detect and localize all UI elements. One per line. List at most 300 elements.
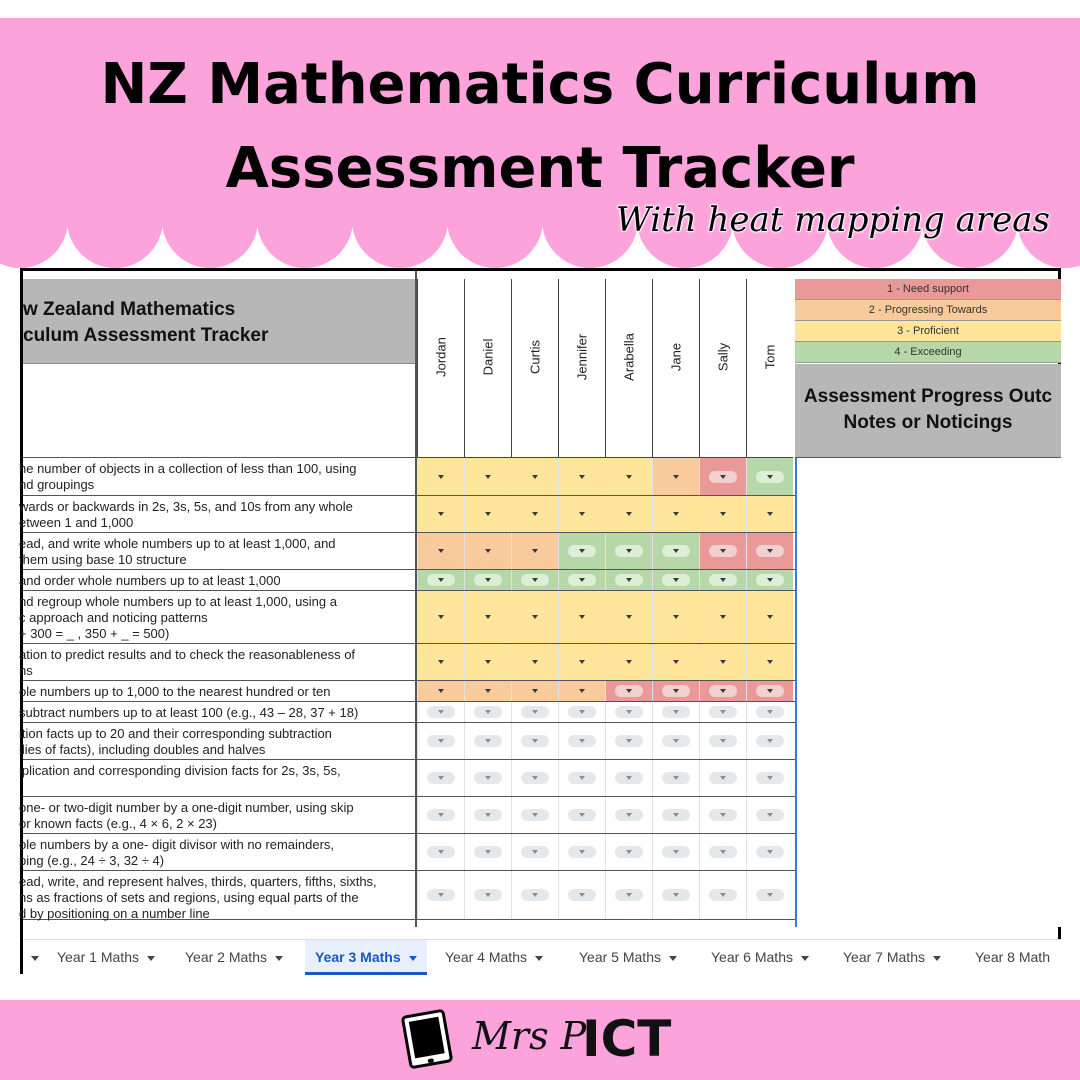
rating-cell[interactable] (605, 644, 652, 680)
rating-dropdown-chip[interactable] (709, 809, 737, 821)
rating-dropdown-chip[interactable] (662, 574, 690, 586)
rating-dropdown-chip[interactable] (568, 508, 596, 520)
chevron-down-icon[interactable] (275, 956, 283, 961)
rating-dropdown-chip[interactable] (521, 508, 549, 520)
rating-dropdown-chip[interactable] (756, 685, 784, 697)
footer (0, 1000, 1080, 1080)
rating-dropdown-chip[interactable] (662, 685, 690, 697)
student-name: Daniel (480, 338, 496, 376)
rating-dropdown-chip[interactable] (709, 545, 737, 557)
rating-cell[interactable] (699, 644, 746, 680)
title-line-2: Assessment Tracker (225, 136, 855, 201)
rating-cell[interactable] (605, 797, 652, 833)
rating-dropdown-chip[interactable] (662, 809, 690, 821)
rating-dropdown-chip[interactable] (568, 471, 596, 483)
rating-cell[interactable] (746, 496, 793, 532)
rating-dropdown-chip[interactable] (756, 508, 784, 520)
student-header-3[interactable] (558, 279, 605, 458)
outcome-line: or known facts (e.g., 4 × 6, 2 × 23) (19, 816, 217, 831)
rating-cell[interactable] (746, 681, 793, 701)
rating-dropdown-chip[interactable] (615, 735, 643, 747)
rating-cell[interactable] (511, 871, 558, 919)
rating-dropdown-chip[interactable] (427, 735, 455, 747)
rating-dropdown-chip[interactable] (756, 889, 784, 901)
student-name: Jennifer (574, 333, 590, 381)
rating-dropdown-chip[interactable] (474, 735, 502, 747)
rating-cell[interactable] (417, 797, 464, 833)
blank-header-cell[interactable] (23, 364, 415, 458)
rating-dropdown-chip[interactable] (709, 735, 737, 747)
chevron-down-icon[interactable] (535, 956, 543, 961)
sheet-title-cell[interactable] (23, 279, 415, 364)
student-name: Tom (762, 344, 778, 370)
rating-cell[interactable] (511, 533, 558, 569)
rating-dropdown-chip[interactable] (709, 611, 737, 623)
tab-year-6-maths[interactable] (701, 940, 819, 975)
rating-cell[interactable] (699, 834, 746, 870)
rating-dropdown-chip[interactable] (521, 809, 549, 821)
rating-cell[interactable] (746, 591, 793, 643)
rating-cell[interactable] (746, 871, 793, 919)
rating-dropdown-chip[interactable] (709, 846, 737, 858)
student-header-2[interactable] (511, 279, 558, 458)
rating-cell[interactable] (417, 702, 464, 722)
rating-cell[interactable] (417, 570, 464, 590)
table-row (19, 591, 795, 644)
rating-dropdown-chip[interactable] (474, 574, 502, 586)
outcome-line: d by positioning on a number line (19, 906, 210, 921)
rating-cell[interactable] (417, 871, 464, 919)
rating-cell[interactable] (746, 834, 793, 870)
rating-cell[interactable] (652, 760, 699, 796)
rating-dropdown-chip[interactable] (427, 545, 455, 557)
rating-dropdown-chip[interactable] (568, 735, 596, 747)
outcome-line: nd groupings (19, 477, 95, 492)
rating-dropdown-chip[interactable] (756, 611, 784, 623)
table-row (19, 723, 795, 760)
tab-year-2-maths[interactable] (175, 940, 293, 975)
rating-cell[interactable] (699, 591, 746, 643)
rating-dropdown-chip[interactable] (756, 772, 784, 784)
rating-dropdown-chip[interactable] (521, 545, 549, 557)
rating-cell[interactable] (605, 871, 652, 919)
rating-dropdown-chip[interactable] (474, 545, 502, 557)
rating-cell[interactable] (605, 591, 652, 643)
tab-label: Year 2 Maths (185, 949, 267, 965)
rating-dropdown-chip[interactable] (427, 471, 455, 483)
rating-cell[interactable] (652, 834, 699, 870)
rating-dropdown-chip[interactable] (615, 574, 643, 586)
rating-cell[interactable] (746, 533, 793, 569)
table-row (19, 681, 795, 702)
rating-cell[interactable] (652, 591, 699, 643)
rating-cell[interactable] (417, 834, 464, 870)
rating-dropdown-chip[interactable] (568, 772, 596, 784)
outcome-line: + 300 = _ , 350 + _ = 500) (19, 626, 170, 641)
rating-cell[interactable] (417, 681, 464, 701)
rating-dropdown-chip[interactable] (756, 706, 784, 718)
table-row (19, 871, 795, 921)
rating-dropdown-chip[interactable] (474, 846, 502, 858)
tab-year-3-maths[interactable] (305, 940, 427, 975)
rating-dropdown-chip[interactable] (521, 706, 549, 718)
rating-dropdown-chip[interactable] (568, 706, 596, 718)
tab-label: Year 1 Maths (57, 949, 139, 965)
rating-dropdown-chip[interactable] (662, 889, 690, 901)
rating-cell[interactable] (605, 533, 652, 569)
outcome-description[interactable] (19, 871, 415, 921)
outcome-description[interactable] (19, 496, 415, 532)
table-row (19, 570, 795, 591)
rating-dropdown-chip[interactable] (662, 706, 690, 718)
tab-label: Year 8 Math (975, 949, 1050, 965)
outcome-line: ns as fractions of sets and regions, using equal parts of the (19, 890, 359, 905)
rating-cell[interactable] (699, 702, 746, 722)
rating-cell[interactable] (652, 723, 699, 759)
student-header-4[interactable] (605, 279, 652, 458)
rating-cell[interactable] (746, 723, 793, 759)
chevron-down-icon[interactable] (933, 956, 941, 961)
rating-cell[interactable] (699, 533, 746, 569)
rating-cell[interactable] (558, 797, 605, 833)
rating-dropdown-chip[interactable] (662, 611, 690, 623)
rating-cell[interactable] (464, 723, 511, 759)
rating-dropdown-chip[interactable] (662, 656, 690, 668)
rating-cell[interactable] (464, 834, 511, 870)
rating-dropdown-chip[interactable] (709, 508, 737, 520)
rating-dropdown-chip[interactable] (756, 545, 784, 557)
rating-dropdown-chip[interactable] (521, 889, 549, 901)
rating-dropdown-chip[interactable] (474, 656, 502, 668)
rating-dropdown-chip[interactable] (662, 545, 690, 557)
rating-dropdown-chip[interactable] (568, 656, 596, 668)
rating-dropdown-chip[interactable] (427, 574, 455, 586)
rating-cell[interactable] (558, 871, 605, 919)
outcome-line: subtract numbers up to at least 100 (e.g., 43 – 28, 37 + 18) (19, 705, 359, 720)
rating-cell[interactable] (699, 458, 746, 495)
rating-dropdown-chip[interactable] (521, 685, 549, 697)
rating-cell[interactable] (652, 496, 699, 532)
rating-cell[interactable] (511, 570, 558, 590)
rating-dropdown-chip[interactable] (568, 846, 596, 858)
rating-cell[interactable] (652, 533, 699, 569)
outcome-line: ns (19, 663, 33, 678)
rating-cell[interactable] (511, 591, 558, 643)
rating-cell[interactable] (558, 570, 605, 590)
rating-dropdown-chip[interactable] (709, 471, 737, 483)
rating-dropdown-chip[interactable] (615, 656, 643, 668)
rating-cell[interactable] (605, 458, 652, 495)
rating-dropdown-chip[interactable] (615, 772, 643, 784)
rating-cell[interactable] (417, 533, 464, 569)
rating-cell[interactable] (699, 871, 746, 919)
rating-cell[interactable] (511, 760, 558, 796)
table-row (19, 533, 795, 570)
rating-dropdown-chip[interactable] (427, 611, 455, 623)
rating-dropdown-chip[interactable] (521, 656, 549, 668)
rating-cell[interactable] (652, 797, 699, 833)
rating-cell[interactable] (558, 644, 605, 680)
student-header-6[interactable] (699, 279, 746, 458)
rating-dropdown-chip[interactable] (615, 545, 643, 557)
rating-cell[interactable] (652, 644, 699, 680)
rating-cell[interactable] (605, 760, 652, 796)
rating-cell[interactable] (558, 760, 605, 796)
rating-dropdown-chip[interactable] (615, 889, 643, 901)
rating-cell[interactable] (511, 681, 558, 701)
rating-dropdown-chip[interactable] (521, 846, 549, 858)
rating-dropdown-chip[interactable] (756, 574, 784, 586)
student-header-7[interactable] (746, 279, 793, 458)
table-row (19, 496, 795, 533)
rating-dropdown-chip[interactable] (615, 685, 643, 697)
rating-cell[interactable] (746, 644, 793, 680)
rating-dropdown-chip[interactable] (615, 508, 643, 520)
outcome-description[interactable] (19, 702, 415, 722)
rating-cell[interactable] (511, 458, 558, 495)
student-name: Jordan (433, 337, 449, 377)
tab-bar-caret-icon[interactable] (23, 940, 39, 975)
rating-dropdown-chip[interactable] (427, 772, 455, 784)
rating-cell[interactable] (699, 760, 746, 796)
rating-cell[interactable] (511, 834, 558, 870)
rating-cell[interactable] (652, 458, 699, 495)
rating-cell[interactable] (464, 797, 511, 833)
outcome-line: ping (e.g., 24 ÷ 3, 32 ÷ 4) (19, 853, 165, 868)
rating-cell[interactable] (464, 702, 511, 722)
rating-cell[interactable] (652, 570, 699, 590)
outcome-description[interactable] (19, 834, 415, 870)
rating-dropdown-chip[interactable] (474, 706, 502, 718)
rating-cell[interactable] (558, 723, 605, 759)
rating-cell[interactable] (464, 681, 511, 701)
rating-dropdown-chip[interactable] (521, 772, 549, 784)
banner (0, 18, 1080, 268)
rating-cell[interactable] (746, 797, 793, 833)
rating-cell[interactable] (699, 723, 746, 759)
rating-cell[interactable] (558, 533, 605, 569)
rating-cell[interactable] (417, 760, 464, 796)
rating-dropdown-chip[interactable] (615, 611, 643, 623)
title-line-1: NZ Mathematics Curriculum (100, 52, 980, 117)
student-header-0[interactable] (417, 279, 464, 458)
legend-item-3: 3 - Proficient (795, 321, 1061, 342)
rating-cell[interactable] (464, 496, 511, 532)
rating-dropdown-chip[interactable] (427, 685, 455, 697)
legend-item-1: 1 - Need support (795, 279, 1061, 300)
tab-year-4-maths[interactable] (435, 940, 553, 975)
table-row (19, 702, 795, 723)
rating-cell[interactable] (652, 702, 699, 722)
tab-year-1-maths[interactable] (47, 940, 165, 975)
rating-dropdown-chip[interactable] (662, 735, 690, 747)
outcome-line: ead, write, and represent halves, thirds, quarters, fifths, sixths, (19, 874, 377, 889)
outcome-line: ilies of facts), including doubles and halves (19, 742, 266, 757)
outcome-line: wards or backwards in 2s, 3s, 5s, and 10s from any whole (19, 499, 353, 514)
notes-header-cell[interactable] (795, 364, 1061, 458)
rating-dropdown-chip[interactable] (662, 846, 690, 858)
rating-dropdown-chip[interactable] (568, 685, 596, 697)
outcome-description[interactable] (19, 760, 415, 796)
rating-cell[interactable] (558, 702, 605, 722)
student-name: Jane (668, 342, 684, 372)
outcome-description[interactable] (19, 570, 415, 590)
rating-dropdown-chip[interactable] (756, 471, 784, 483)
rating-cell[interactable] (464, 760, 511, 796)
subtitle: With heat mapping areas (615, 200, 1050, 240)
sheet-title-line-2: culum Assessment Tracker (23, 325, 269, 346)
rating-cell[interactable] (605, 723, 652, 759)
column-divider (415, 271, 417, 927)
table-row (19, 834, 795, 871)
tab-year-5-maths[interactable] (569, 940, 687, 975)
rating-cell[interactable] (417, 644, 464, 680)
chevron-down-icon[interactable] (409, 956, 417, 961)
rating-dropdown-chip[interactable] (568, 889, 596, 901)
rating-dropdown-chip[interactable] (474, 685, 502, 697)
rating-cell[interactable] (511, 702, 558, 722)
student-header-1[interactable] (464, 279, 511, 458)
outcome-description[interactable] (19, 797, 415, 833)
chevron-down-icon[interactable] (669, 956, 677, 961)
rating-dropdown-chip[interactable] (427, 846, 455, 858)
rating-dropdown-chip[interactable] (521, 735, 549, 747)
tab-label: Year 7 Maths (843, 949, 925, 965)
table-row (19, 797, 795, 834)
rating-cell[interactable] (417, 723, 464, 759)
rating-cell[interactable] (558, 834, 605, 870)
rating-dropdown-chip[interactable] (615, 846, 643, 858)
rating-dropdown-chip[interactable] (709, 574, 737, 586)
rating-dropdown-chip[interactable] (427, 656, 455, 668)
rating-dropdown-chip[interactable] (427, 706, 455, 718)
outcome-line: etween 1 and 1,000 (19, 515, 134, 530)
table-row (19, 644, 795, 681)
rating-cell[interactable] (699, 570, 746, 590)
outcome-description[interactable] (19, 681, 415, 701)
rating-dropdown-chip[interactable] (568, 611, 596, 623)
rating-dropdown-chip[interactable] (521, 611, 549, 623)
rating-dropdown-chip[interactable] (709, 706, 737, 718)
rating-cell[interactable] (464, 533, 511, 569)
rating-cell[interactable] (746, 760, 793, 796)
rating-dropdown-chip[interactable] (615, 471, 643, 483)
rating-cell[interactable] (558, 496, 605, 532)
outcome-line: and order whole numbers up to at least 1,000 (19, 573, 281, 588)
outcome-line: ition facts up to 20 and their corresponding subtraction (19, 726, 332, 741)
rating-cell[interactable] (699, 797, 746, 833)
rating-cell[interactable] (746, 702, 793, 722)
rating-dropdown-chip[interactable] (427, 508, 455, 520)
rating-dropdown-chip[interactable] (474, 471, 502, 483)
outcome-line: ation to predict results and to check the reasonableness of (19, 647, 356, 662)
rating-cell[interactable] (605, 681, 652, 701)
rating-cell[interactable] (417, 458, 464, 495)
rating-dropdown-chip[interactable] (521, 471, 549, 483)
spreadsheet-window (20, 268, 1061, 974)
rating-dropdown-chip[interactable] (662, 508, 690, 520)
tab-label: Year 4 Maths (445, 949, 527, 965)
chevron-down-icon[interactable] (801, 956, 809, 961)
outcome-description[interactable] (19, 723, 415, 759)
chevron-down-icon[interactable] (147, 956, 155, 961)
rating-dropdown-chip[interactable] (427, 889, 455, 901)
rating-cell[interactable] (746, 458, 793, 495)
rating-dropdown-chip[interactable] (568, 574, 596, 586)
rating-cell[interactable] (652, 871, 699, 919)
tab-label: Year 3 Maths (315, 949, 401, 965)
notes-header-line-1: Assessment Progress Outc (803, 386, 1053, 407)
rating-cell[interactable] (511, 723, 558, 759)
rating-dropdown-chip[interactable] (521, 574, 549, 586)
outcome-line: ead, and write whole numbers up to at least 1,000, and (19, 536, 336, 551)
rating-cell[interactable] (511, 797, 558, 833)
rating-cell[interactable] (605, 496, 652, 532)
notes-column[interactable] (795, 458, 1061, 927)
rating-dropdown-chip[interactable] (474, 809, 502, 821)
rating-cell[interactable] (558, 458, 605, 495)
rating-cell[interactable] (417, 496, 464, 532)
outcome-description[interactable] (19, 533, 415, 569)
rating-dropdown-chip[interactable] (756, 846, 784, 858)
rating-dropdown-chip[interactable] (568, 809, 596, 821)
rating-dropdown-chip[interactable] (709, 889, 737, 901)
rating-cell[interactable] (558, 681, 605, 701)
rating-dropdown-chip[interactable] (709, 685, 737, 697)
rating-cell[interactable] (605, 834, 652, 870)
rating-dropdown-chip[interactable] (662, 772, 690, 784)
tab-year-8-math[interactable] (965, 940, 1060, 975)
outcome-description[interactable] (19, 591, 415, 643)
rating-cell[interactable] (652, 681, 699, 701)
rating-dropdown-chip[interactable] (756, 656, 784, 668)
student-header-5[interactable] (652, 279, 699, 458)
rating-dropdown-chip[interactable] (662, 471, 690, 483)
tab-year-7-maths[interactable] (833, 940, 951, 975)
rating-dropdown-chip[interactable] (474, 611, 502, 623)
rating-cell[interactable] (464, 591, 511, 643)
table-row (19, 458, 795, 496)
rating-dropdown-chip[interactable] (474, 508, 502, 520)
outcome-description[interactable] (19, 458, 415, 495)
rating-dropdown-chip[interactable] (474, 889, 502, 901)
rating-dropdown-chip[interactable] (568, 545, 596, 557)
rating-cell[interactable] (511, 644, 558, 680)
rating-cell[interactable] (558, 591, 605, 643)
rating-cell[interactable] (699, 681, 746, 701)
rating-cell[interactable] (605, 702, 652, 722)
rating-cell[interactable] (746, 570, 793, 590)
rating-cell[interactable] (464, 458, 511, 495)
rating-cell[interactable] (464, 871, 511, 919)
rating-dropdown-chip[interactable] (756, 809, 784, 821)
outcome-description[interactable] (19, 644, 415, 680)
rating-cell[interactable] (464, 644, 511, 680)
rating-cell[interactable] (417, 591, 464, 643)
rating-cell[interactable] (699, 496, 746, 532)
rating-dropdown-chip[interactable] (615, 706, 643, 718)
rating-dropdown-chip[interactable] (427, 809, 455, 821)
rating-cell[interactable] (464, 570, 511, 590)
rating-cell[interactable] (605, 570, 652, 590)
rating-dropdown-chip[interactable] (709, 772, 737, 784)
rating-dropdown-chip[interactable] (756, 735, 784, 747)
rating-dropdown-chip[interactable] (615, 809, 643, 821)
rating-dropdown-chip[interactable] (709, 656, 737, 668)
rating-dropdown-chip[interactable] (474, 772, 502, 784)
outcome-line: them using base 10 structure (19, 552, 187, 567)
rating-cell[interactable] (511, 496, 558, 532)
